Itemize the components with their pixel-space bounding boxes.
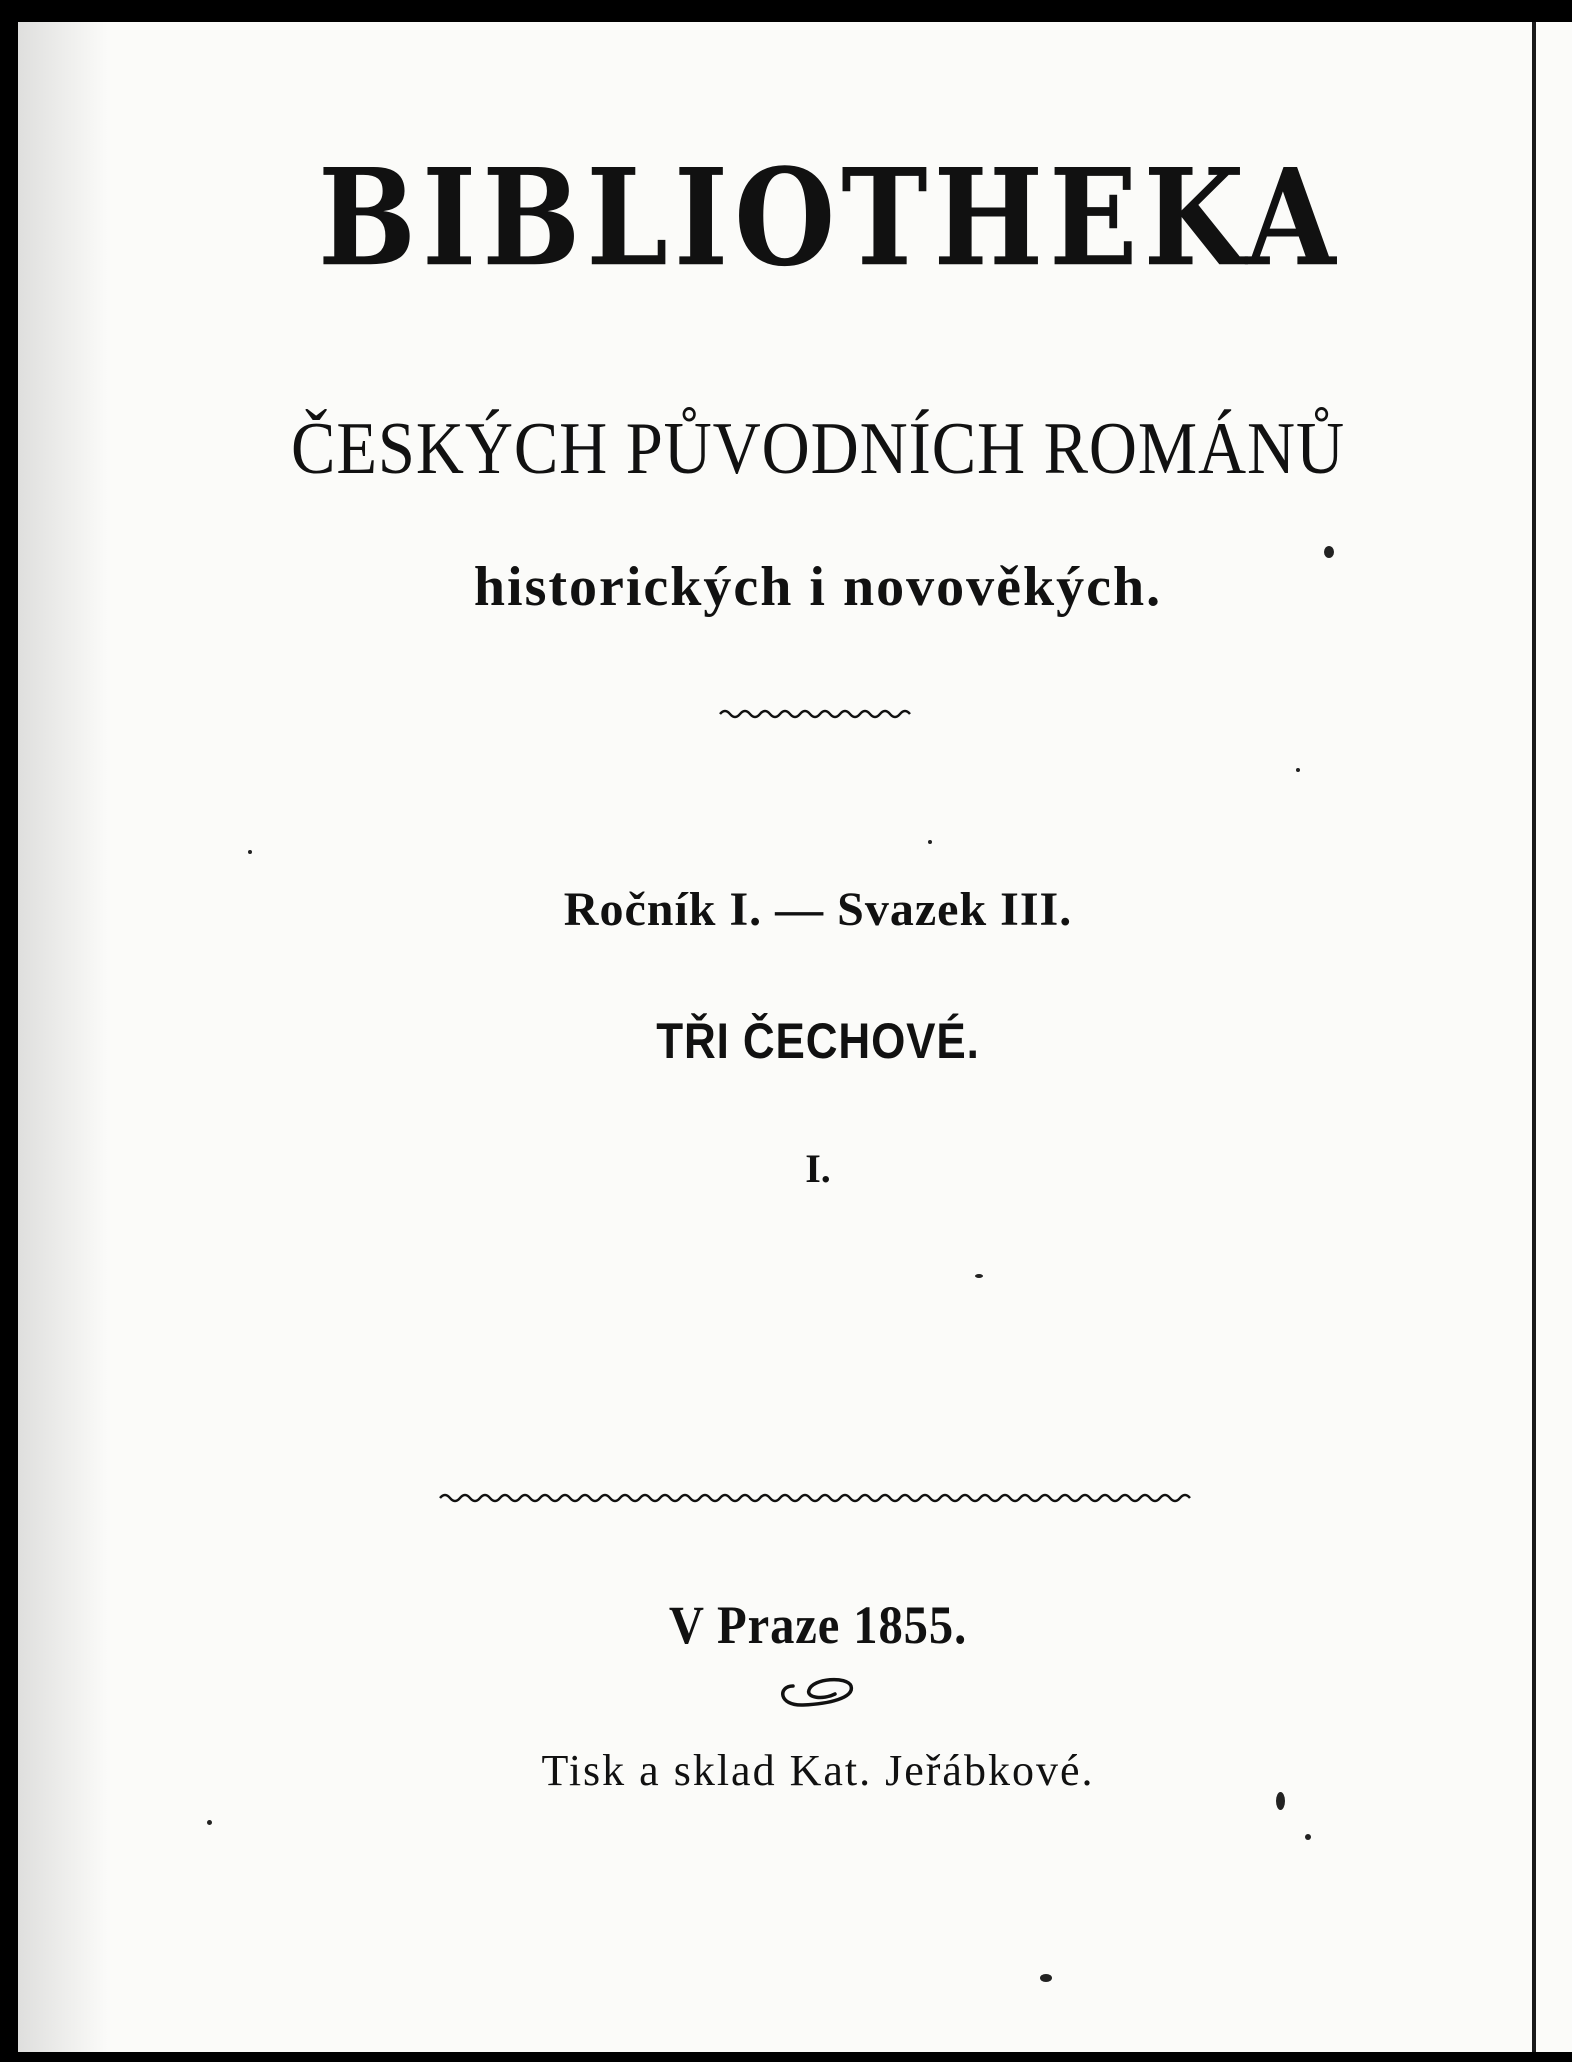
- ink-speck: [1324, 546, 1334, 558]
- ink-speck: [1305, 1834, 1311, 1840]
- facing-page-edge: [1532, 22, 1572, 2052]
- ink-speck: [1276, 1792, 1285, 1810]
- series-title: BIBLIOTHEKA: [318, 140, 1342, 297]
- title-page: [18, 22, 1532, 2052]
- ink-speck: [248, 850, 252, 854]
- ink-speck: [975, 1274, 983, 1278]
- ink-speck: [1296, 768, 1300, 772]
- ink-speck: [1040, 1974, 1052, 1982]
- ink-speck: [928, 840, 932, 844]
- long-wavy-rule: [438, 1490, 1198, 1506]
- subtitle: ČESKÝCH PŮVODNÍCH ROMÁNŮ: [290, 408, 1345, 490]
- part-number: I.: [805, 1146, 831, 1191]
- printer-imprint: Tisk a sklad Kat. Jeřábkové.: [541, 1746, 1095, 1795]
- tagline: historických i novověkých.: [473, 556, 1163, 618]
- flourish-icon: [773, 1672, 863, 1712]
- place-and-year: V Praze 1855.: [668, 1595, 968, 1655]
- page-edge-line: [1532, 22, 1536, 2052]
- book-title: TŘI ČECHOVÉ.: [656, 1013, 980, 1069]
- volume-line: Ročník I. — Svazek III.: [563, 883, 1073, 936]
- ink-speck: [207, 1820, 212, 1825]
- short-wavy-rule: [718, 706, 918, 722]
